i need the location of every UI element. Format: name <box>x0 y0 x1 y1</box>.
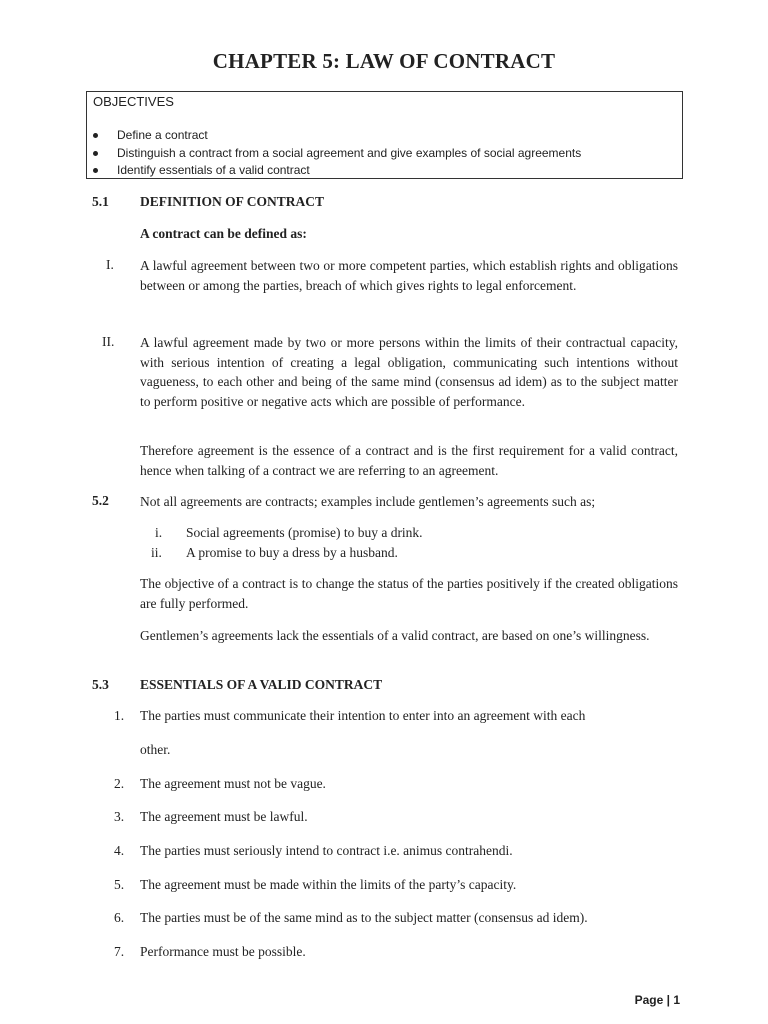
essential-marker-6: 6. <box>114 910 125 925</box>
objectives-box <box>86 91 683 179</box>
objective-item: Identify essentials of a valid contract <box>87 162 581 180</box>
essential-4: The parties must seriously intend to contract i.e. animus contrahendi. <box>140 843 513 858</box>
objective-item: Distinguish a contract from a social agreement and give examples of social agreements <box>87 145 581 163</box>
essential-marker-1: 1. <box>114 708 125 723</box>
example-marker-1: i. <box>155 525 163 540</box>
essential-marker-5: 5. <box>114 877 125 892</box>
section-number-5-1: 5.1 <box>92 194 109 209</box>
definition-1: A lawful agreement between two or more competent parties, which establish rights and obligations between or among the parties, breach of which gives rights to legal enforcement. <box>140 258 678 293</box>
bullet-icon <box>93 151 98 156</box>
section-heading-5-3: ESSENTIALS OF A VALID CONTRACT <box>140 677 383 692</box>
essential-marker-2: 2. <box>114 776 125 791</box>
essential-1: The parties must communicate their intention to enter into an agreement with each <box>140 708 586 723</box>
contract-objective: The objective of a contract is to change the status of the parties positively if the created obligations are fully performed. <box>140 576 678 611</box>
page-number: Page | 1 <box>634 993 680 1007</box>
essential-1-continued: other. <box>140 742 171 757</box>
objective-item: Define a contract <box>87 127 581 145</box>
section-heading-5-1: DEFINITION OF CONTRACT <box>140 194 325 209</box>
definition-marker-1: I. <box>106 257 114 272</box>
essential-5: The agreement must be made within the limits of the party’s capacity. <box>140 877 517 892</box>
essential-3: The agreement must be lawful. <box>140 809 308 824</box>
essential-6: The parties must be of the same mind as to the subject matter (consensus ad idem). <box>140 910 588 925</box>
objectives-list <box>87 127 581 180</box>
chapter-title: CHAPTER 5: LAW OF CONTRACT <box>212 49 556 73</box>
bullet-icon <box>93 133 98 138</box>
definition-subheading: A contract can be defined as: <box>140 226 307 241</box>
essential-marker-7: 7. <box>114 944 125 959</box>
gentlemens-agreements-note: Gentlemen’s agreements lack the essentials of a valid contract, are based on one’s willingness. <box>140 628 650 643</box>
section-number-5-2: 5.2 <box>92 493 109 508</box>
example-2: A promise to buy a dress by a husband. <box>186 545 398 560</box>
bullet-icon <box>93 168 98 173</box>
definition-conclusion: Therefore agreement is the essence of a contract and is the first requirement for a valid contract, hence when talking of a contract we are referring to an agreement. <box>140 443 678 478</box>
essential-7: Performance must be possible. <box>140 944 306 959</box>
definition-marker-2: II. <box>102 334 115 349</box>
section-number-5-3: 5.3 <box>92 677 109 692</box>
objectives-heading: OBJECTIVES <box>93 94 174 109</box>
essential-marker-3: 3. <box>114 809 125 824</box>
essential-2: The agreement must not be vague. <box>140 776 326 791</box>
section-5-2-intro: Not all agreements are contracts; examples include gentlemen’s agreements such as; <box>140 494 596 509</box>
example-marker-2: ii. <box>151 545 162 560</box>
definition-2: A lawful agreement made by two or more persons within the limits of their contractual capacity, with serious intention of creating a legal obligation, communicating such intentions without vagueness, to each other and being of the same mind (consensus ad idem) as to the subject matter to perform positive or negative acts which are possible of performance. <box>140 335 678 410</box>
example-1: Social agreements (promise) to buy a drink. <box>186 525 423 540</box>
essential-marker-4: 4. <box>114 843 125 858</box>
